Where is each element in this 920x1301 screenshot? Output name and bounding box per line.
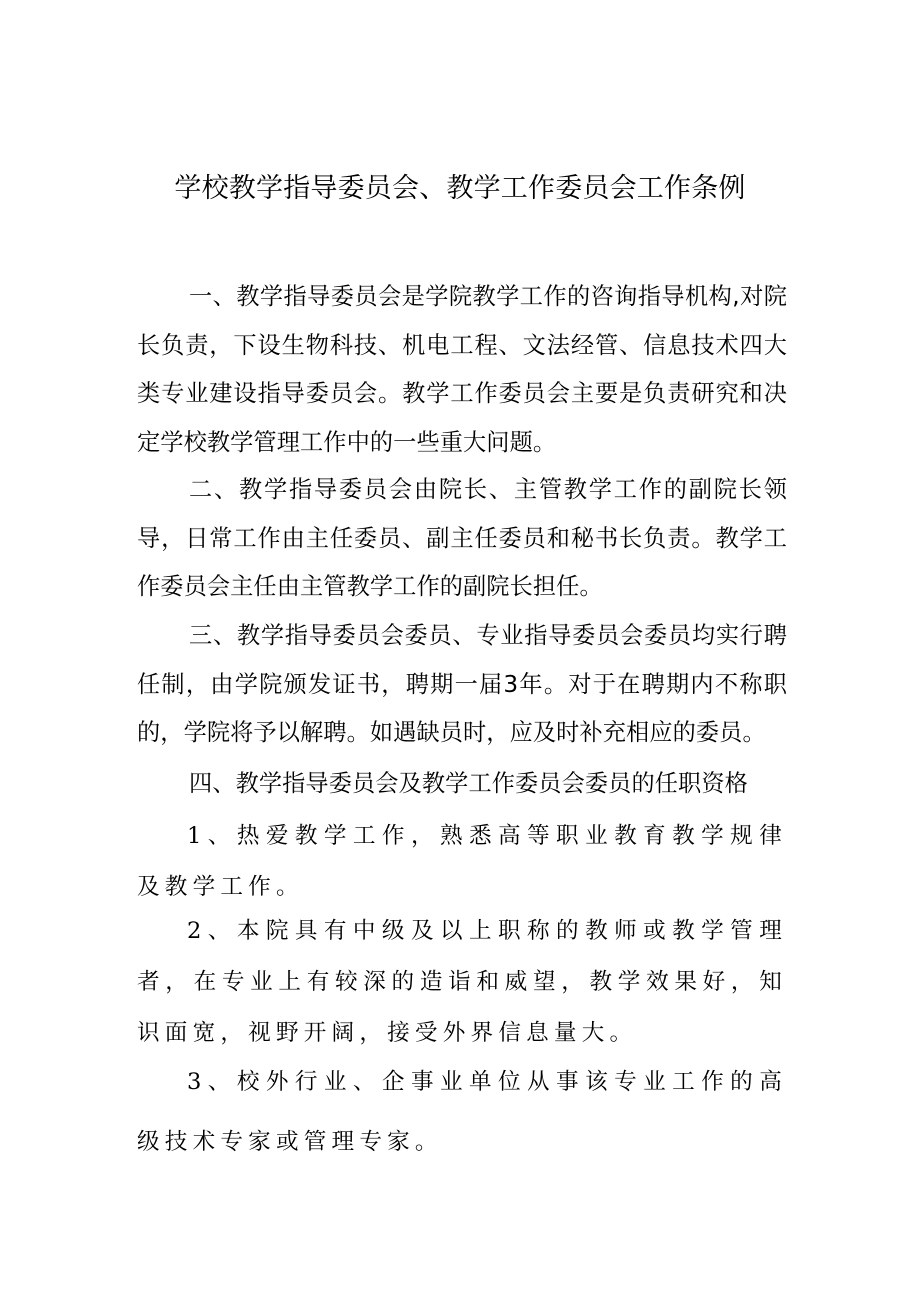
- paragraph-article-4-heading: 四、教学指导委员会及教学工作委员会委员的任职资格: [189, 770, 748, 797]
- paragraph-article-2: 二、教学指导委员会由院长、主管教学工作的副院长领导，日常工作由主任委员、副主任委员和秘书长负责。教学工作委员会主任由主管教学工作的副院长担任。: [137, 476, 787, 600]
- paragraph-qualification-2: 2、本院具有中级及以上职称的教师或教学管理者，在专业上有较深的造诣和威望，教学效果好，知识面宽，视野开阔，接受外界信息量大。: [137, 918, 787, 1046]
- paragraph-qualification-1: 1、热爱教学工作，熟悉高等职业教育教学规律及教学工作。: [137, 823, 787, 900]
- document-title: 学校教学指导委员会、教学工作委员会工作条例: [174, 173, 746, 204]
- paragraph-qualification-3: 3、校外行业、企事业单位从事该专业工作的高级技术专家或管理专家。: [137, 1069, 787, 1155]
- paragraph-article-3: 三、教学指导委员会委员、专业指导委员会委员均实行聘任制，由学院颁发证书，聘期一届3年。对于在聘期内不称职的，学院将予以解聘。如遇缺员时，应及时补充相应的委员。: [137, 622, 787, 746]
- paragraph-article-1: 一、教学指导委员会是学院教学工作的咨询指导机构,对院长负责，下设生物科技、机电工程、文法经管、信息技术四大类专业建设指导委员会。教学工作委员会主要是负责研究和决定学校教学管理工作中的一些重大问题。: [137, 283, 787, 456]
